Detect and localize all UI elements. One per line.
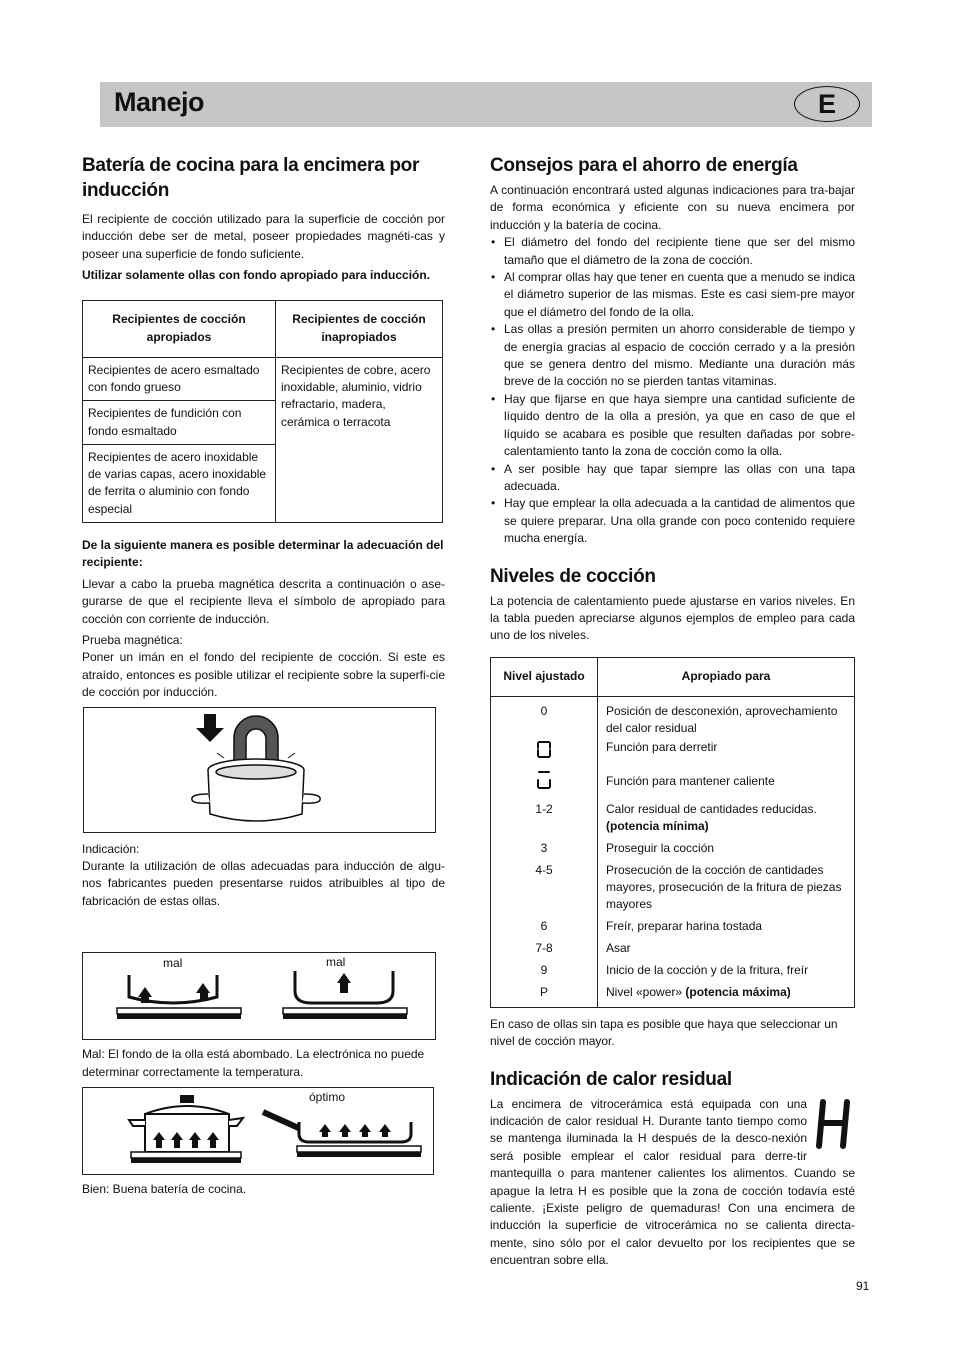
energy-heading: Consejos para el ahorro de energía	[490, 155, 798, 176]
use-cell: Prosecución de la cocción de cantidades mayores, prosecución de la fritura de piezas mayores	[598, 858, 855, 914]
level-cell: 7-8	[491, 936, 598, 958]
list-item: • Las ollas a presión permiten un ahorro considerable de tiempo y de energía gracias al espacio de cocción cerrado y a la presión que se genera dentro del mismo. Mediante una duración más breve de la cocción no se pierden tantas vitaminas.	[490, 321, 855, 391]
page-title: Manejo	[114, 87, 205, 117]
hob-plate-icon	[297, 1146, 421, 1157]
level-header: Nivel ajustado	[491, 657, 598, 696]
hob-plate-icon	[131, 1152, 241, 1163]
cookware-note: Utilizar solamente ollas con fondo apropiado para inducción.	[82, 268, 431, 283]
use-cell: Asar	[598, 936, 855, 958]
suitable-item: Recipientes de acero inoxidable de varias capas, acero inoxidable de ferrita o aluminio con fondo especial	[83, 444, 276, 522]
hob-plate-icon	[117, 1008, 241, 1019]
use-cell: Función para derretir	[598, 738, 855, 765]
suitable-item: Recipientes de fundición con fondo esmaltado	[83, 401, 276, 445]
table-row	[491, 738, 855, 765]
energy-intro: A continuación encontrará usted algunas indicaciones para tra-bajar de forma económica y eficiente con su nueva encimera por inducción y la batería de cocina.	[490, 183, 855, 232]
use-cell: Posición de desconexión, aprovechamiento del calor residual	[598, 696, 855, 738]
cookware-intro: El recipiente de cocción utilizado para la superficie de cocción por inducción debe ser de metal, poseer propiedades magnéti-cas y poseer una superficie de fondo suficiente.	[82, 212, 445, 261]
use-cell: Inicio de la cocción y de la fritura, freír	[598, 958, 855, 980]
indication-text: Durante la utilización de ollas adecuadas para inducción de algu-nos fabricantes pueden presentarse ruidos atribuibles al tipo de fabricación de estas ollas.	[82, 859, 445, 908]
table-row	[491, 980, 855, 1008]
level-cell: 1-2	[491, 797, 598, 836]
indication-label: Indicación:	[82, 841, 140, 856]
magnet-text: Poner un imán en el fondo del recipiente de cocción. Si este es atraído, entonces es posible utilizar el recipiente sobre la superfi-cie de cocción por inducción.	[82, 650, 445, 700]
use-cell: Freír, preparar harina tostada	[598, 914, 855, 936]
bowed-pot-icon	[295, 971, 393, 1003]
list-item: • Hay que emplear la olla adecuada a la cantidad de alimentos que se quiere preparar. Una olla grande con poco contenido requiere mucha energía.	[490, 495, 855, 547]
residual-heading: Indicación de calor residual	[490, 1068, 732, 1090]
list-item: • Al comprar ollas hay que tener en cuenta que a menudo se indica el diámetro superior de las mismas. Este es casi siem-pre mayor que el diámetro del fondo de la olla.	[490, 269, 855, 321]
residual-block	[490, 1096, 855, 1270]
table-row	[491, 797, 855, 836]
table-row	[491, 765, 855, 797]
table-row	[491, 914, 855, 936]
use-cell: Función para mantener caliente	[598, 765, 855, 797]
magnet-pot-illustration	[84, 708, 435, 832]
cookware-heading: Batería de cocina para la encimera por inducción	[82, 155, 420, 201]
hob-plate-icon	[283, 1008, 407, 1019]
determine-text: Llevar a cabo la prueba magnética descrita a continuación o ase-gurarse de que el recipiente lleva el símbolo de apropiado para cocción con corriente de inducción.	[82, 576, 445, 626]
magnet-test-figure	[83, 707, 436, 833]
use-cell: Proseguir la cocción	[598, 836, 855, 858]
levels-note: En caso de ollas sin tapa es posible que haya que seleccionar un nivel de cocción mayor.	[490, 1016, 838, 1049]
bad-caption: Mal: El fondo de la olla está abombado. La electrónica no puede determinar correctamente la temperatura.	[82, 1047, 425, 1079]
levels-table	[490, 657, 855, 1008]
bad-label-2: mal	[326, 955, 346, 970]
pot-icon	[129, 1096, 243, 1152]
bad-pots-figure	[82, 952, 436, 1040]
table-row	[491, 858, 855, 914]
list-item: • Hay que fijarse en que haya siempre una cantidad suficiente de líquido dentro de la olla a presión, ya que en caso de que el líquido se acabara es posible que resulten dañadas por sobre-calentamiento tanto la zona de cocción como la olla.	[490, 391, 855, 461]
determine-heading: De la siguiente manera es posible determinar la adecuación del recipiente:	[82, 538, 444, 570]
level-cell: 6	[491, 914, 598, 936]
bad-label-1: mal	[163, 956, 183, 971]
unsuitable-cell: Recipientes de cobre, acero inoxidable, aluminio, vidrio refractario, madera, cerámica o terracota	[276, 357, 443, 522]
use-cell-bold: (potencia mínima)	[606, 818, 709, 833]
residual-heat-h-icon	[815, 1098, 855, 1150]
suitable-item: Recipientes de acero esmaltado con fondo grueso	[83, 357, 276, 401]
table-row	[491, 696, 855, 738]
language-badge: E	[794, 86, 860, 122]
unsuitable-header: Recipientes de cocción inapropiados	[276, 300, 443, 357]
energy-tips-list	[490, 234, 855, 547]
magnet-label: Prueba magnética:	[82, 633, 183, 648]
table-row	[491, 936, 855, 958]
good-caption: Bien: Buena batería de cocina.	[82, 1182, 247, 1197]
section-header	[100, 82, 872, 127]
cookware-table	[82, 300, 443, 523]
pot-icon	[192, 759, 320, 821]
good-pots-figure	[82, 1087, 434, 1175]
left-column	[82, 153, 445, 1199]
level-cell: 4-5	[491, 858, 598, 914]
right-column	[490, 153, 855, 1270]
suitable-header: Recipientes de cocción apropiados	[83, 300, 276, 357]
use-cell: Calor residual de cantidades reducidas.	[606, 801, 817, 816]
level-cell: 0	[491, 696, 598, 738]
level-cell: 3	[491, 836, 598, 858]
keep-warm-function-icon	[536, 769, 552, 791]
table-row	[491, 958, 855, 980]
level-cell: P	[491, 980, 598, 1008]
level-cell: 9	[491, 958, 598, 980]
table-row	[491, 836, 855, 858]
levels-heading: Niveles de cocción	[490, 565, 656, 587]
down-arrow-icon	[196, 714, 224, 742]
residual-text: La encimera de vitrocerámica está equipada con una indicación de calor residual H. Durante tanto tiempo como se mantenga iluminada la H después de la desco-nexión será posible emplear el calor residual para derre-tir mantequilla o para mantener calientes los alimentos. Cuando se apague la letra H es posible que la zona de cocción todavía esté caliente. ¡Existe peligro de quemaduras! Con una encimera de inducción la superficie de vitrocerámica no se calienta directa-mente, sino sólo por el calor devuelto por los recipientes que se encuentran sobre ella.	[490, 1096, 855, 1268]
use-cell: Nivel «power»	[606, 984, 683, 999]
levels-intro: La potencia de calentamiento puede ajustarse en varios niveles. En la tabla pueden apreciarse algunos ejemplos de empleo para cada uno de los niveles.	[490, 593, 855, 643]
use-cell-bold: (potencia máxima)	[685, 984, 791, 999]
use-header: Apropiado para	[598, 657, 855, 696]
page-number: 91	[856, 1279, 870, 1293]
melt-function-icon	[536, 739, 552, 759]
list-item: • A ser posible hay que tapar siempre las ollas con una tapa adecuada.	[490, 461, 855, 496]
frying-pan-icon	[263, 1112, 411, 1142]
bulged-pot-icon	[129, 975, 217, 1003]
list-item: • El diámetro del fondo del recipiente tiene que ser del mismo tamaño que el diámetro de la zona de cocción.	[490, 234, 855, 269]
good-label: óptimo	[309, 1090, 346, 1105]
